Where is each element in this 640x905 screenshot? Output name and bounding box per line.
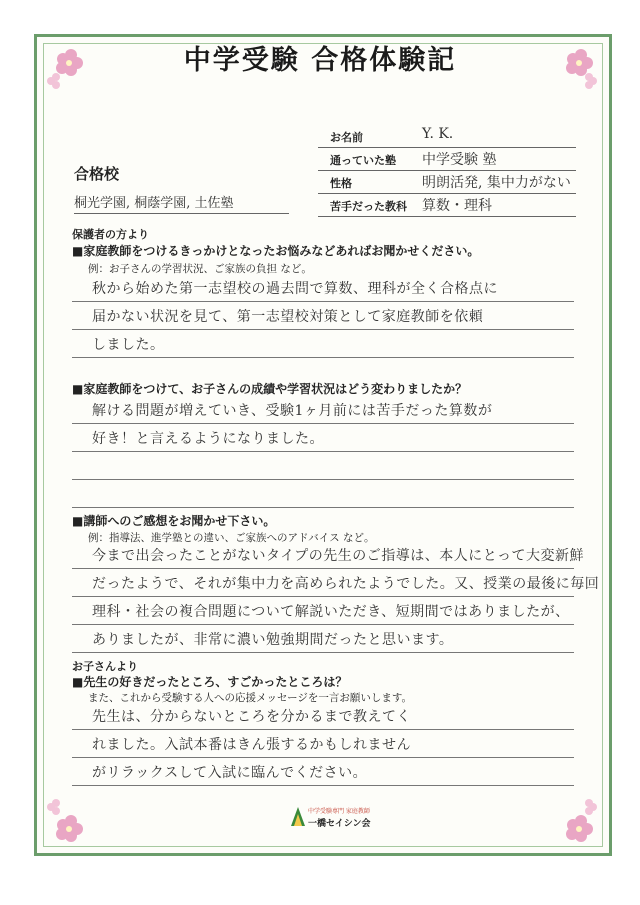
profile-row-personality [318,171,576,194]
name-label: お名前 [330,131,363,144]
profile-row-name [318,125,576,148]
passed-school-value: 桐光学園, 桐蔭学園, 土佐塾 [74,192,289,214]
personality-label: 性格 [330,177,352,190]
parent-section-header: 保護者の方より [72,228,149,241]
answer-3 [72,541,600,653]
question-1-example: 例：お子さんの学習状況、ご家族の負担 など。 [88,263,312,275]
question-3-example: 例：指導法、進学塾との違い、ご家族へのアドバイス など。 [88,532,375,544]
answer-text: 今まで出会ったことがないタイプの先生のご指導は、本人にとって大変新鮮 [92,548,585,564]
logo-mark-icon [290,806,306,828]
profile-row-school [318,148,576,171]
answer-line [72,330,574,358]
question-4-example: また、これから受験する人への応援メッセージを一言お願いします。 [88,692,413,704]
flower-decoration-icon [545,789,605,849]
answer-line [72,274,574,302]
answer-2 [72,396,574,508]
child-section-header: お子さんより [72,660,138,673]
logo-tagline: 中学受験専門 家庭教師 [308,808,370,815]
answer-line [72,702,574,730]
answer-text: 理科・社会の複合問題について解説いただき、短期間ではありましたが、 [92,604,570,620]
cram-school-label: 通っていた塾 [330,154,396,167]
answer-line [72,424,574,452]
personality-value: 明朗活発, 集中力がない [422,175,571,191]
profile-box [318,125,576,217]
answer-text: 届かない状況を見て、第一志望校対策として家庭教師を依頼 [92,309,484,325]
answer-text: しました。 [92,337,165,353]
question-1: ■家庭教師をつけるきっかけとなったお悩みなどあればお聞かせください。 [72,244,480,258]
question-2: ■家庭教師をつけて、お子さんの成績や学習状況はどう変わりましたか？ [72,382,468,396]
answer-text: 先生は、分からないところを分かるまで教えてく [92,709,411,725]
page-title: 中学受験 合格体験記 [183,45,457,76]
company-logo [290,806,371,832]
answer-text: ありましたが、非常に濃い勉強期間だったと思います。 [92,632,454,648]
cram-school-value: 中学受験 塾 [422,152,497,168]
answer-line [72,569,600,597]
answer-text: がリラックスして入試に臨んでください。 [92,765,368,781]
answer-line [72,597,574,625]
answer-text: れました。入試本番はきん張するかもしれません [92,737,411,753]
question-4: ■先生の好きだったところ、すごかったところは？ [72,675,348,689]
logo-name: 一橋セイシン会 [308,819,371,829]
question-3: ■講師へのご感想をお聞かせ下さい。 [72,514,276,528]
answer-line [72,758,574,786]
answer-line [72,302,574,330]
answer-text: 秋から始めた第一志望校の過去問で算数、理科が全く合格点に [92,281,498,297]
answer-line [72,480,574,508]
answer-text: 解ける問題が増えていき、受験1ヶ月前には苦手だった算数が [92,403,493,419]
answer-line [72,730,574,758]
answer-1 [72,274,574,358]
name-value: Y. K. [422,126,454,142]
answer-4 [72,702,574,786]
answer-line [72,452,574,480]
passed-school-label: 合格校 [74,165,120,183]
profile-row-weak-subject [318,194,576,217]
answer-line [72,396,574,424]
answer-line [72,625,574,653]
answer-text: だったようで、それが集中力を高められたようでした。又、授業の最後に毎回 [92,576,600,592]
weak-subject-value: 算数・理科 [422,198,492,214]
answer-text: 好き！と言えるようになりました。 [92,431,324,447]
answer-line [72,541,585,569]
flower-decoration-icon [41,789,101,849]
weak-subject-label: 苦手だった教科 [330,200,407,213]
